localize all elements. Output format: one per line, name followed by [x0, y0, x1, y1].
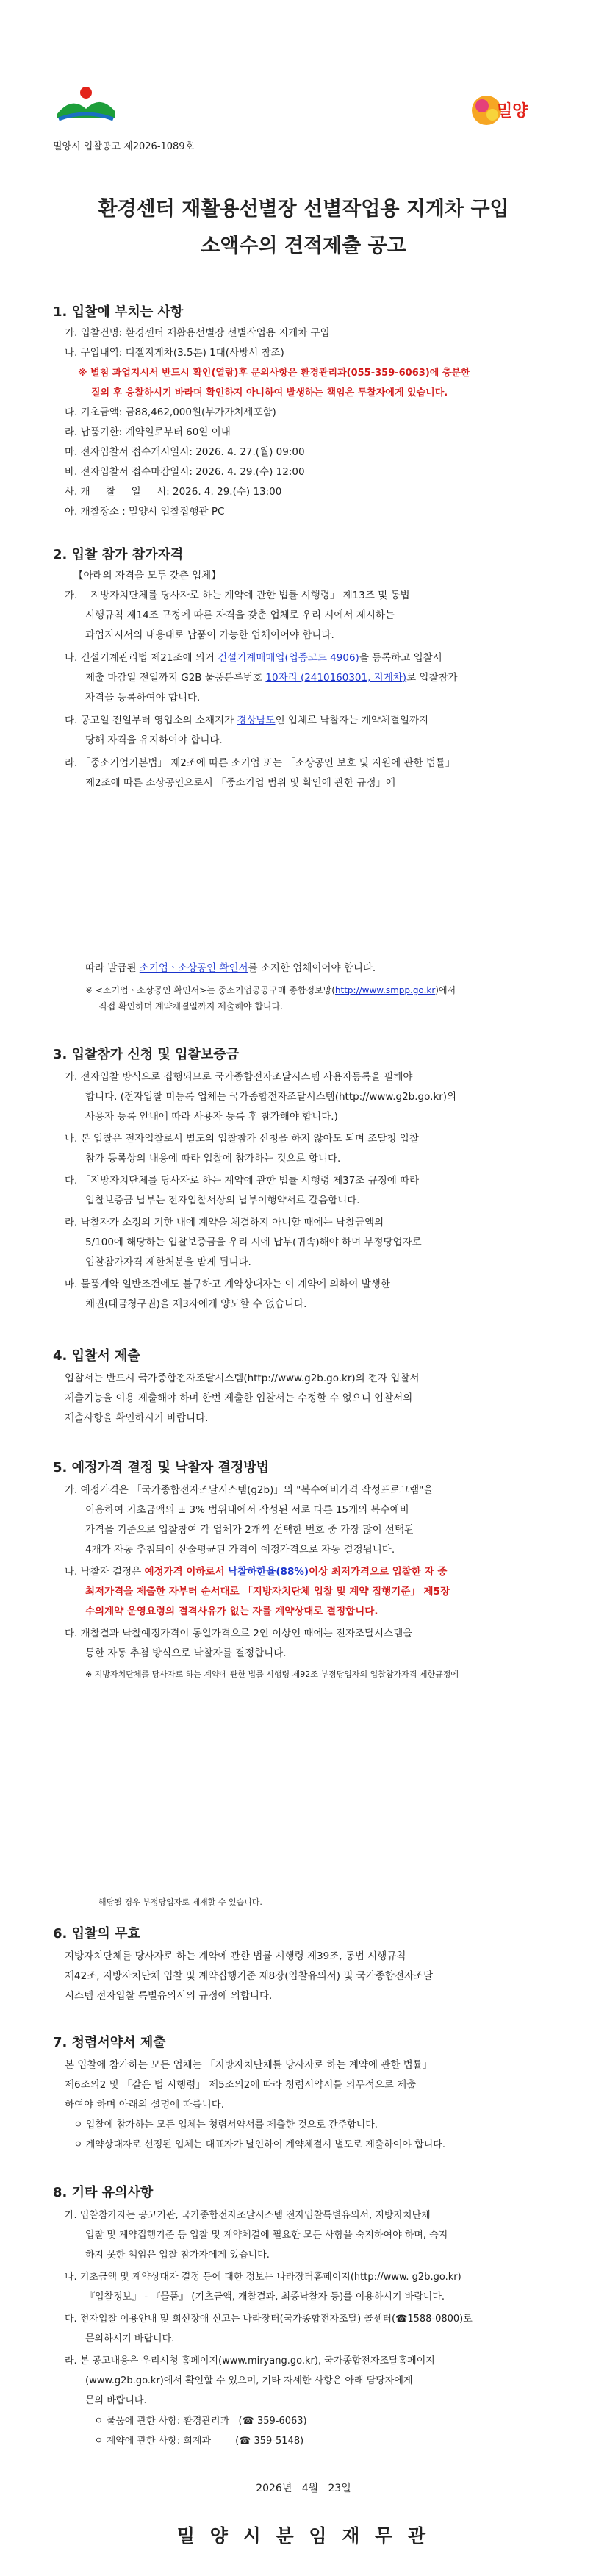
s3-line-4: 나. 본 입찰은 전자입찰로서 별도의 입찰참가 신청을 하지 않아도 되며 조달청 입찰: [65, 1133, 419, 1145]
s5-ga-3: 가격을 기준으로 입찰참여 각 업체가 2개씩 선택한 번호 중 가장 많이 선택된: [85, 1524, 414, 1536]
s1-detail-da: 다. 기초금액: 금88,462,000원(부가가치세포함): [65, 407, 276, 418]
classification-number: 10자리 (2410160301, 지게차): [265, 672, 407, 684]
s7-line-1: 본 입찰에 참가하는 모든 업체는 「지방자치단체를 당사자로 하는 계약에 관한 법률」: [65, 2059, 433, 2071]
s5-na-1-b: 예정가격 이하로서: [144, 1566, 229, 1578]
section-6-heading: 6. 입찰의 무효: [53, 1926, 140, 1942]
s6-line-2: 제42조, 지방자치단체 입찰 및 계약집행기준 제8장(입찰유의서) 및 국가종합전자조달: [65, 1970, 433, 1982]
s2-ra-3-a: 따라 발급된: [85, 962, 140, 974]
s2-ra-1: 라. 「중소기업기본법」 제2조에 따른 소기업 또는 「소상공인 보호 및 지원에 관한 법률」: [65, 757, 456, 769]
s2-na-1-a: 나. 건설기계관리법 제21조에 의거: [65, 652, 218, 664]
s8-line-10: 문의 바랍니다.: [85, 2395, 147, 2406]
s2-ra-2: 제2조에 따른 소상공인으로서 「중소기업 범위 및 확인에 관한 규정」에: [85, 777, 396, 789]
issue-date: 2026년 4월 23일: [256, 2483, 351, 2494]
s2-ga-3: 과업지시서의 내용대로 납품이 가능한 업체이어야 합니다.: [85, 629, 334, 641]
s3-line-11: 마. 물품계약 일반조건에도 불구하고 계약상대자는 이 계약에 의하여 발생한: [65, 1278, 390, 1290]
s3-line-1: 가. 전자입찰 방식으로 집행되므로 국가종합전자조달시스템 사용자등록을 필해야: [65, 1071, 413, 1083]
s3-line-8: 라. 낙찰자가 소정의 기한 내에 계약을 체결하지 아니할 때에는 낙찰금액의: [65, 1217, 384, 1228]
business-code-link: 건설기계매매업(업종코드 4906): [218, 652, 359, 664]
s3-line-12: 채권(대금청구권)을 제3자에게 양도할 수 없습니다.: [85, 1298, 307, 1310]
lower-limit-rate: 낙찰하한율(88%): [228, 1566, 309, 1578]
s7-bullet-2: ㅇ 계약상대자로 선정된 업체는 대표자가 날인하여 계약체결시 별도로 제출하여야 합니다.: [73, 2139, 445, 2150]
s2-na-1: [65, 648, 442, 668]
s3-line-9: 5/100에 해당하는 입찰보증금을 우리 시에 납부(귀속)해야 하며 부정당업자로: [85, 1237, 422, 1248]
s8-line-7: 문의하시기 바랍니다.: [85, 2333, 175, 2344]
s3-line-10: 입찰참가자격 제한처분을 받게 됩니다.: [85, 1256, 251, 1268]
s3-line-2: 합니다. (전자입찰 미등록 업체는 국가종합전자조달시스템(http://www.g2b.go.kr)의: [85, 1091, 457, 1103]
s8-line-8: 라. 본 공고내용은 우리시청 홈페이지(www.miryang.go.kr), 국가종합전자조달홈페이지: [65, 2355, 435, 2366]
s5-da-2: 통한 자동 추첨 방식으로 낙찰자를 결정합니다.: [85, 1647, 287, 1659]
s6-line-3: 시스템 전자입찰 특별유의서의 규정에 의합니다.: [65, 1990, 273, 2002]
s2-ra-3: [85, 959, 376, 978]
s1-detail-sa: 사. 개 찰 일 시: 2026. 4. 29.(수) 13:00: [65, 486, 282, 498]
s8-contact-goods: ㅇ 물품에 관한 사항: 환경관리과 (☎ 359-6063): [94, 2416, 307, 2427]
s2-ga-1: 가. 「지방자치단체를 당사자로 하는 계약에 관한 법률 시행령」 제13조 및 동법: [65, 590, 410, 601]
s7-bullet-1: ㅇ 입찰에 참가하는 모든 업체는 청렴서약서를 제출한 것으로 간주합니다.: [73, 2119, 378, 2130]
s8-line-6: 다. 전자입찰 이용안내 및 회선장애 신고는 나라장터(국가종합전자조달) 콜센터(☎1588-0800)로: [65, 2314, 473, 2325]
s6-line-1: 지방자치단체를 당사자로 하는 계약에 관한 법률 시행령 제39조, 동법 시행규칙: [65, 1950, 406, 1962]
s5-da-1: 다. 개찰결과 낙찰예정가격이 동일가격으로 2인 이상인 때에는 전자조달시스템을: [65, 1628, 413, 1639]
s5-ga-1: 가. 예정가격은 「국가종합전자조달시스템(g2b)」의 "복수예비가격 작성프로그램"을: [65, 1484, 434, 1496]
s7-line-2: 제6조의2 및 「같은 법 시행령」 제5조의2에 따라 청렴서약서를 의무적으로 제출: [65, 2079, 417, 2091]
s3-line-5: 참가 등록상의 내용에 따라 입찰에 참가하는 것으로 합니다.: [85, 1153, 341, 1164]
s1-detail-ra: 라. 납품기한: 계약일로부터 60일 이내: [65, 426, 231, 438]
s5-na-3: 수의계약 운영요령의 결격사유가 없는 자를 계약상대로 결정합니다.: [85, 1606, 378, 1617]
s8-line-3: 하지 못한 책임은 입찰 참가자에게 있습니다.: [85, 2250, 270, 2261]
s5-na-1-d: 이상 최저가격으로 입찰한 자 중: [309, 1566, 448, 1578]
s1-item-ga: 가. 입찰건명: 환경센터 재활용선별장 선별작업용 지게차 구입: [65, 327, 330, 339]
s2-ga-2: 시행규칙 제14조 규정에 따른 자격을 갖춘 업체로 우리 시에서 제시하는: [85, 609, 395, 621]
s4-line-2: 제출기능을 이용 제출해야 하며 한번 제출한 입찰서는 수정할 수 없으니 입찰서의: [65, 1392, 413, 1404]
section-4-heading: 4. 입찰서 제출: [53, 1348, 140, 1364]
title-line-2: 소액수의 견적제출 공고: [201, 235, 406, 257]
s2-na-2-c: 로 입찰참가: [406, 672, 458, 684]
s2-ra-3-c: 를 소지한 업체이어야 합니다.: [248, 962, 376, 974]
title-line-1: 환경센터 재활용선별장 선별작업용 지게차 구입: [98, 198, 509, 221]
s2-note-1-a: ※ <소기업ㆍ소상공인 확인서>는 중소기업공공구매 종합정보망(: [85, 985, 335, 995]
section-2-heading: 2. 입찰 참가 참가자격: [53, 547, 184, 562]
section-1-heading: 1. 입찰에 부치는 사항: [53, 304, 184, 320]
region-gyeongnam: 경상남도: [237, 715, 276, 726]
s1-detail-ma: 마. 전자입찰서 접수개시일시: 2026. 4. 27.(월) 09:00: [65, 446, 305, 458]
brand-logo: [470, 88, 536, 132]
s2-na-2-a: 제출 마감일 전일까지 G2B 물품분류번호: [85, 672, 266, 684]
miryang-logo-icon: [53, 82, 119, 126]
issuer: 밀 양 시 분 임 재 무 관: [176, 2525, 431, 2547]
s4-line-3: 제출사항을 확인하시기 바랍니다.: [65, 1412, 209, 1424]
s5-na-2: 최저가격을 제출한 자부터 순서대로 「지방자치단체 입찰 및 계약 집행기준」 제5장: [85, 1586, 450, 1598]
s7-line-3: 하여야 하며 아래의 설명에 따릅니다.: [65, 2099, 225, 2111]
s2-note-2: 직접 확인하며 계약체결일까지 제출해야 합니다.: [98, 1001, 283, 1012]
section-8-heading: 8. 기타 유의사항: [53, 2185, 154, 2200]
s5-ga-2: 이용하여 기초금액의 ± 3% 범위내에서 작성된 서로 다른 15개의 복수예비: [85, 1504, 409, 1516]
s5-ga-4: 4개가 자동 추첨되어 산술평균된 가격이 예정가격으로 자동 결정됩니다.: [85, 1544, 395, 1556]
s8-line-4: 나. 기초금액 및 계약상대자 결정 등에 대한 정보는 나라장터홈페이지(http://www. g2b.go.kr): [65, 2272, 461, 2283]
sme-certificate-link[interactable]: 소기업ㆍ소상공인 확인서: [139, 962, 248, 974]
section-3-heading: 3. 입찰참가 신청 및 입찰보증금: [53, 1047, 240, 1062]
s8-line-9: (www.g2b.go.kr)에서 확인할 수 있으며, 기타 자세한 사항은 아래 담당자에게: [85, 2375, 413, 2386]
s2-na-2: [85, 668, 458, 688]
miryang-logo: [53, 82, 119, 126]
s2-na-1-c: 을 등록하고 입찰서: [359, 652, 442, 664]
s1-detail-ba: 바. 전자입찰서 접수마감일시: 2026. 4. 29.(수) 12:00: [65, 466, 305, 478]
s8-line-5: 『입찰정보』 - 『물품』 (기초금액, 개찰결과, 최종낙찰자 등)를 이용하시기 바랍니다.: [85, 2291, 445, 2303]
s2-na-3: 자격을 등록하여야 합니다.: [85, 692, 201, 704]
section-5-heading: 5. 예정가격 결정 및 낙찰자 결정방법: [53, 1460, 270, 1475]
s2-da-1: [65, 711, 428, 731]
s1-warning-2: 질의 후 응찰하시기 바라며 확인하지 아니하여 발생하는 책임은 투찰자에게 있습니다.: [91, 387, 448, 398]
s5-note-2: 해당될 경우 부정당업자로 제재할 수 있습니다.: [98, 1897, 262, 1907]
s2-note-1: [85, 982, 456, 998]
s2-da-1-c: 인 업체로 낙찰자는 계약체결일까지: [275, 715, 429, 726]
s8-contact-contract: ㅇ 계약에 관한 사항: 회계과 (☎ 359-5148): [94, 2436, 304, 2447]
s2-da-2: 당해 자격을 유지하여야 합니다.: [85, 734, 223, 746]
s5-na-1-a: 나. 낙찰자 결정은: [65, 1566, 145, 1578]
s1-detail-a: 아. 개찰장소 : 밀양시 입찰집행관 PC: [65, 506, 225, 518]
notice-number: 밀양시 입찰공고 제2026-1089호: [53, 141, 195, 152]
section-7-heading: 7. 청렴서약서 제출: [53, 2035, 166, 2050]
s5-note-1: ※ 지방자치단체를 당사자로 하는 계약에 관한 법률 시행령 제92조 부정당업자의 입찰참가자격 제한규정에: [85, 1670, 459, 1679]
s2-da-1-a: 다. 공고일 전일부터 영업소의 소재지가: [65, 715, 237, 726]
s2-intro: 【아래의 자격을 모두 갖춘 업체】: [73, 570, 221, 582]
s4-line-1: 입찰서는 반드시 국가종합전자조달시스템(http://www.g2b.go.kr)의 전자 입찰서: [65, 1373, 420, 1384]
s1-warning-1: ※ 별첨 과업지시서 반드시 확인(열람)후 문의사항은 환경관리과(055-359-6063)에 충분한: [78, 368, 470, 379]
s8-line-1: 가. 입찰참가자는 공고기관, 국가종합전자조달시스템 전자입찰특별유의서, 지방자치단체: [65, 2210, 431, 2221]
s2-note-1-c: )에서: [435, 985, 456, 995]
s3-line-6: 다. 「지방자치단체를 당사자로 하는 계약에 관한 법률 시행령 제37조 규정에 따라: [65, 1175, 420, 1187]
s3-line-3: 사용자 등록 안내에 따라 사용자 등록 후 참가해야 합니다.): [85, 1111, 338, 1123]
brand-logo-text: 밀양: [497, 102, 528, 121]
smpp-link[interactable]: http://www.smpp.go.kr: [334, 985, 436, 995]
s1-item-na: 나. 구입내역: 디젤지게차(3.5톤) 1대(사방서 참조): [65, 347, 284, 359]
s3-line-7: 입찰보증금 납부는 전자입찰서상의 납부이행약서로 갈음합니다.: [85, 1195, 360, 1206]
s8-line-2: 입찰 및 계약집행기준 등 입찰 및 계약체결에 필요한 모든 사항을 숙지하여야 하며, 숙지: [85, 2230, 448, 2241]
s5-na-1: [65, 1562, 447, 1582]
